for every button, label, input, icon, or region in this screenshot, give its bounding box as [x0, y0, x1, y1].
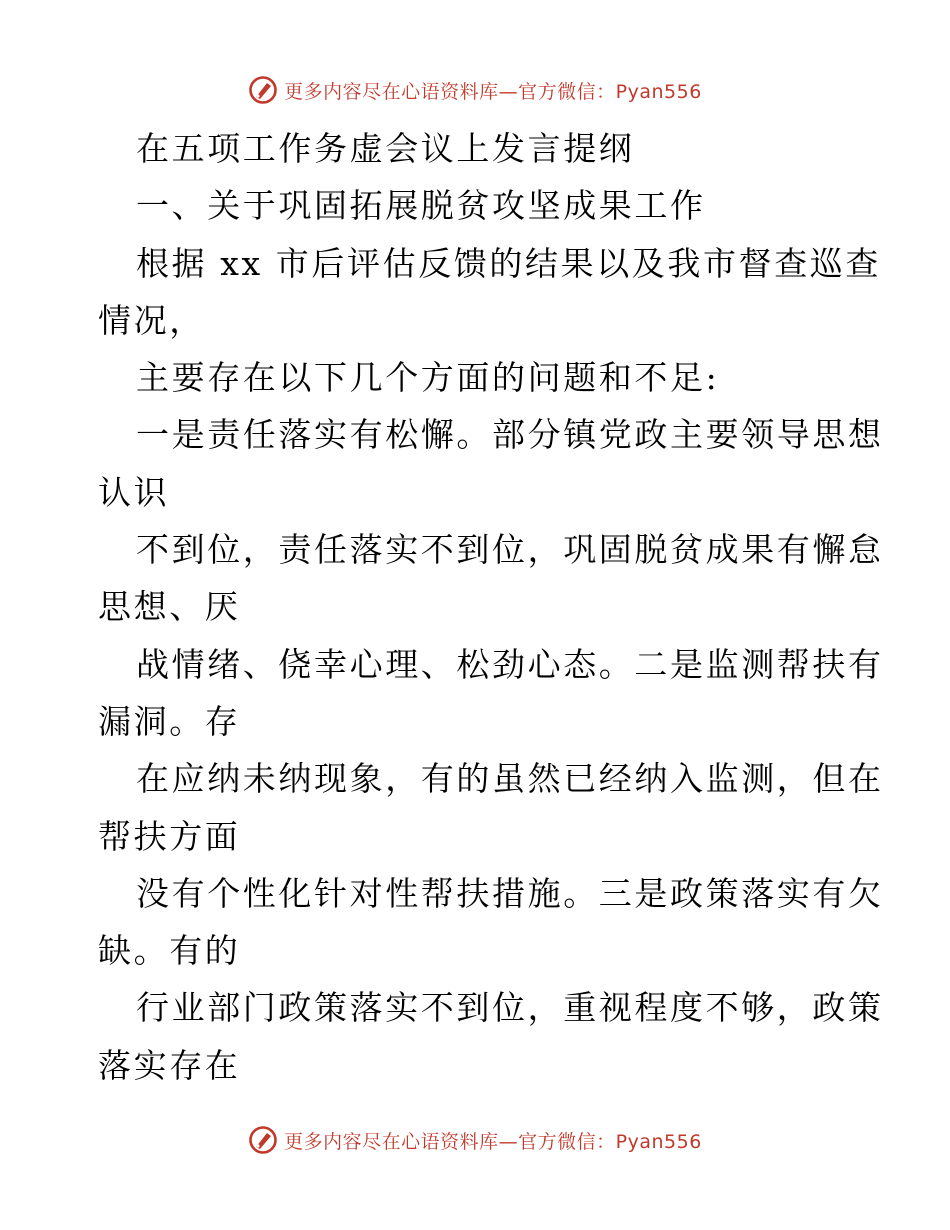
body-line: 一是责任落实有松懈。部分镇党政主要领导思想 — [136, 415, 884, 455]
body-line: 思想、厌 — [98, 587, 241, 627]
header-watermark — [0, 70, 950, 110]
footer-watermark — [0, 1120, 950, 1160]
pen-nib-circle-icon — [248, 1125, 278, 1155]
body-line: 帮扶方面 — [98, 816, 241, 856]
body-line: 缺。有的 — [98, 931, 241, 971]
body-line: 根据 xx 市后评估反馈的结果以及我市督查巡查 — [136, 243, 882, 283]
document-title: 在五项工作务虚会议上发言提纲 — [136, 129, 635, 168]
body-line: 主要存在以下几个方面的问题和不足: — [136, 358, 720, 398]
body-line: 在应纳未纳现象，有的虽然已经纳入监测，但在 — [136, 759, 884, 799]
body-line: 落实存在 — [98, 1045, 241, 1085]
section-heading: 一、关于巩固拓展脱贫攻坚成果工作 — [136, 186, 706, 226]
body-line: 没有个性化针对性帮扶措施。三是政策落实有欠 — [136, 873, 884, 913]
body-line: 行业部门政策落实不到位，重视程度不够，政策 — [136, 988, 884, 1028]
watermark-text: 更多内容尽在心语资料库—官方微信：Pyan556 — [284, 1130, 702, 1153]
watermark-text: 更多内容尽在心语资料库—官方微信：Pyan556 — [284, 80, 702, 103]
pen-nib-circle-icon — [248, 75, 278, 105]
body-line: 不到位，责任落实不到位，巩固脱贫成果有懈怠 — [136, 530, 884, 570]
body-line: 战情绪、侥幸心理、松劲心态。二是监测帮扶有 — [136, 644, 884, 684]
body-line: 认识 — [98, 472, 170, 512]
document-body — [98, 120, 884, 1094]
body-line: 情况， — [98, 300, 205, 340]
body-line: 漏洞。存 — [98, 701, 241, 741]
